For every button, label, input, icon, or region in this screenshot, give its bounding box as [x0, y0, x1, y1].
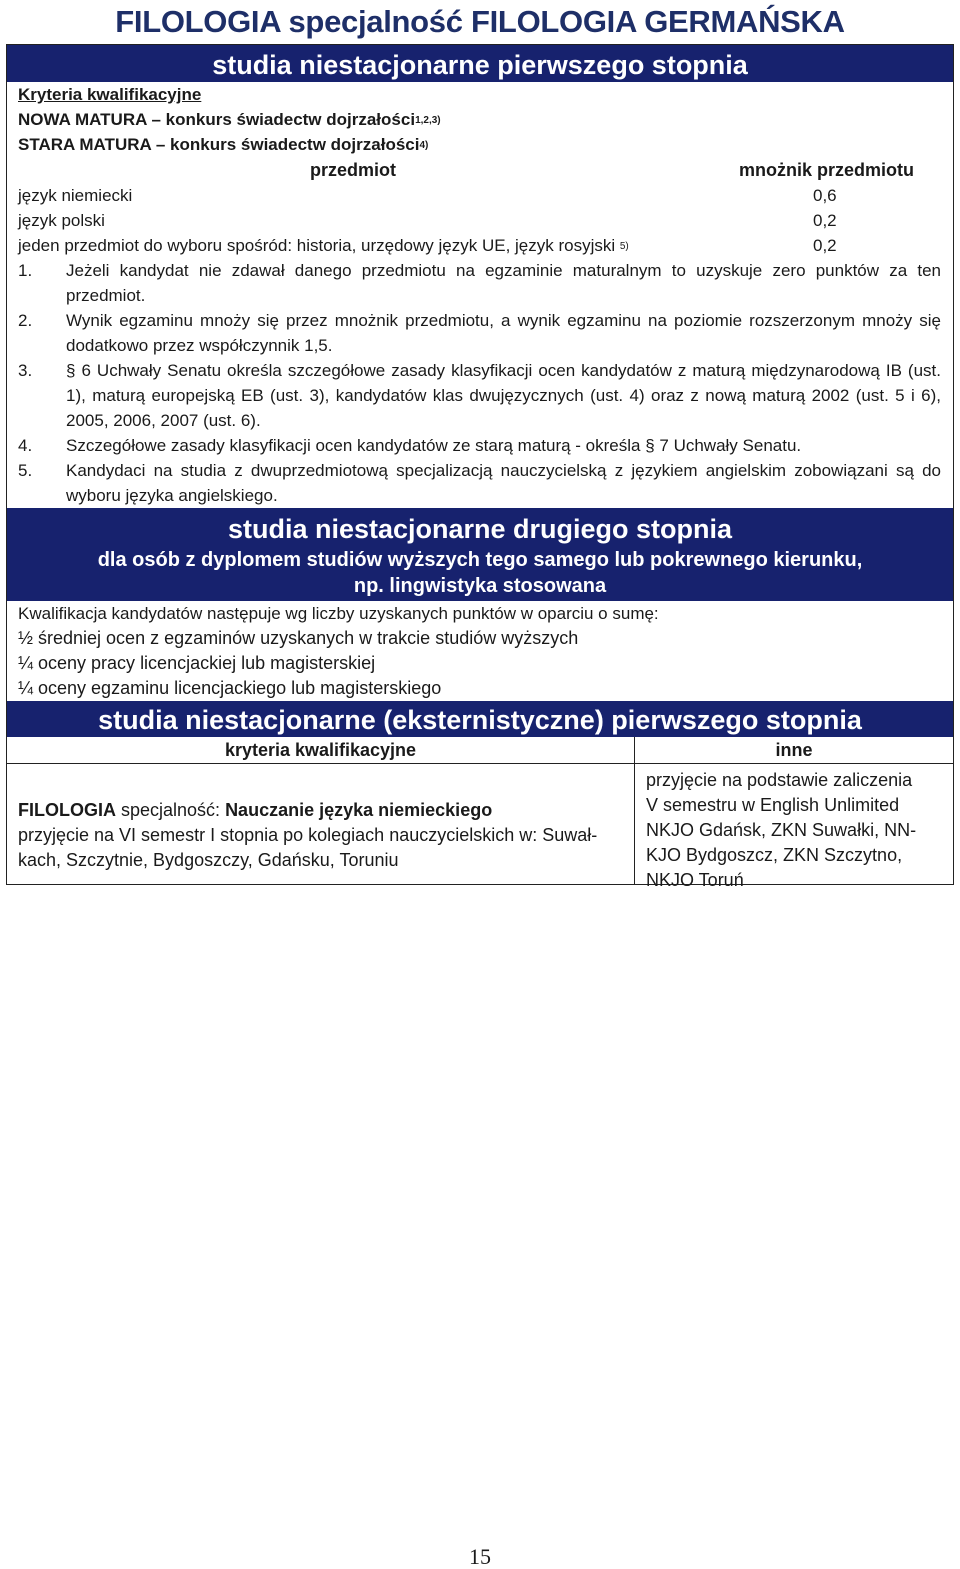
second-cycle-title: studia niestacjonarne drugiego stopnia	[227, 514, 733, 544]
other-text-line: NKJO Toruń	[646, 870, 744, 890]
other-text-line: NKJO Gdańsk, ZKN Suwałki, NN-	[646, 820, 917, 840]
other-text-line: V semestru w English Unlimited	[646, 795, 900, 815]
page-number: 15	[469, 1544, 491, 1569]
section-header-second-cycle	[7, 508, 953, 601]
second-cycle-subtitle-line2: np. lingwistyka stosowana	[353, 575, 607, 597]
col-multiplier-header: mnożnik przedmiotu	[739, 160, 914, 180]
multiplier-value: 0,6	[813, 186, 837, 205]
qualification-item: ½ średniej ocen z egzaminów uzyskanych w trakcie studiów wyższych	[18, 628, 579, 648]
program-line: FILOLOGIA specjalność: Nauczanie języka niemieckiego	[18, 800, 493, 820]
subject-row: język polski 0,2	[7, 208, 953, 233]
section-header-first-cycle: studia niestacjonarne pierwszego stopnia	[7, 45, 953, 82]
footnote-item: 1. Jeżeli kandydat nie zdawał danego przedmiotu na egzaminie maturalnym to uzyskuje zero punktów za ten przedmiot.	[18, 261, 941, 305]
qualification-item: ¼ oceny egzaminu licencjackiego lub magisterskiego	[18, 678, 442, 698]
footnote-item: 3. § 6 Uchwały Senatu określa szczegółowe zasady klasyfikacji ocen kandydatów z maturą międzynarodową IB (ust. 1), maturą europejską EB (ust. 3), kandydatów klas dwujęzycznych (ust. 4) oraz z nową maturą 2002 (ust. 5 i 6), 2005, 2006, 2007 (ust. 6).	[18, 361, 941, 430]
criteria-text-line: kach, Szczytnie, Bydgoszczy, Gdańsku, Toruniu	[18, 850, 399, 870]
document	[6, 0, 954, 890]
other-text-line: KJO Bydgoszcz, ZKN Szczytno,	[646, 845, 903, 865]
col-criteria-header: kryteria kwalifikacyjne	[7, 737, 634, 764]
footnotes	[7, 258, 953, 508]
external-table	[7, 737, 953, 890]
other-cell	[635, 764, 953, 890]
criteria-label: Kryteria kwalifikacyjne	[18, 85, 202, 104]
multiplier-value: 0,2	[813, 211, 837, 230]
subject-table-header	[7, 157, 953, 183]
admission-box	[6, 44, 954, 890]
criteria-text-line: przyjęcie na VI semestr I stopnia po kolegiach nauczycielskich w: Suwał-	[18, 825, 598, 845]
second-cycle-subtitle-line1: dla osób z dyplomem studiów wyższych tego samego lub pokrewnego kierunku,	[97, 549, 863, 571]
qualification-item: ¼ oceny pracy licencjackiej lub magisterskiej	[18, 653, 376, 673]
section-header-external: studia niestacjonarne (eksternistyczne) pierwszego stopnia	[7, 701, 953, 737]
stara-matura-line: STARA MATURA – konkurs świadectw dojrzałości$^{4)}$	[18, 135, 429, 154]
page-title: FILOLOGIA specjalność FILOLOGIA GERMAŃSKA	[115, 4, 845, 39]
footnote-item: 5. Kandydaci na studia z dwuprzedmiotową specjalizacją nauczycielską z językiem angielskim zobowiązani są do wyboru języka angielskiego.	[18, 461, 941, 505]
footnote-item: 2. Wynik egzaminu mnoży się przez mnożnik przedmiotu, a wynik egzaminu na poziomie rozszerzonym mnoży się dodatkowo przez współczynnik 1,5.	[18, 311, 941, 355]
qualification-intro: Kwalifikacja kandydatów następuje wg liczby uzyskanych punktów w oparciu o sumę:	[18, 604, 659, 623]
other-text-line: przyjęcie na podstawie zaliczenia	[646, 770, 913, 790]
multiplier-value: 0,2	[813, 236, 837, 255]
criteria-column	[7, 737, 635, 884]
col-other-header: inne	[635, 737, 953, 764]
footnote-item: 4. Szczegółowe zasady klasyfikacji ocen kandydatów ze starą maturą - określa § 7 Uchwały Senatu.	[18, 436, 802, 455]
other-column	[635, 737, 953, 890]
col-subject-header: przedmiot	[310, 160, 397, 180]
criteria-cell	[7, 764, 634, 884]
subject-row: język niemiecki 0,6	[7, 183, 953, 208]
subject-row: jeden przedmiot do wyboru spośród: historia, urzędowy język UE, język rosyjski $^{5)}$ 0,2	[7, 233, 953, 258]
nowa-matura-line: NOWA MATURA – konkurs świadectw dojrzałości$^{1,2,3)}$	[18, 110, 441, 129]
